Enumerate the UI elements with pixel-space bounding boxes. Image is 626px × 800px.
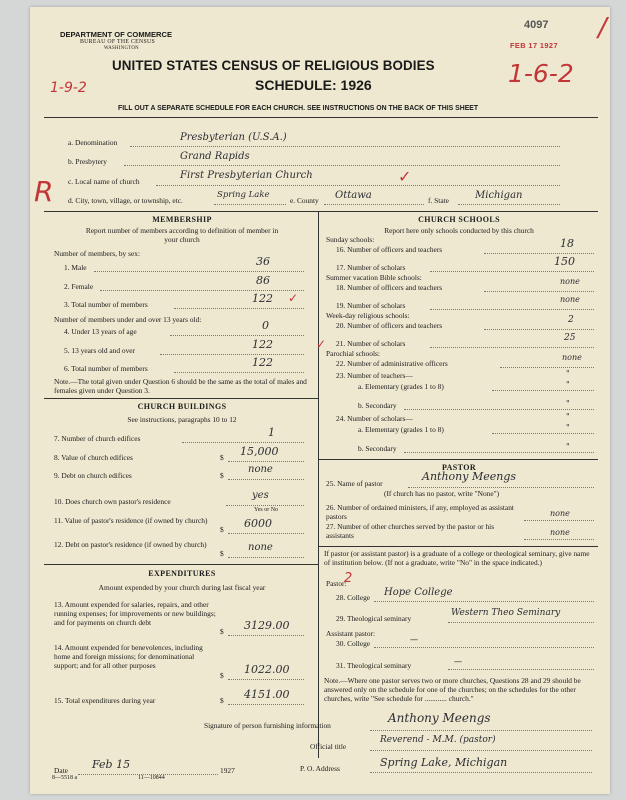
q21-value: 25 <box>564 333 576 343</box>
print-code: 11—10844 <box>138 775 165 781</box>
q23b-label: b. Secondary <box>358 401 397 410</box>
yes-no-hint: Yes or No <box>254 507 279 513</box>
expenditures-title: EXPENDITURES <box>148 569 216 578</box>
q19-value: none <box>560 295 580 304</box>
state-label: f. State <box>428 196 449 205</box>
q20-value: 2 <box>568 315 574 325</box>
q7-value: 1 <box>268 426 275 439</box>
q23a-value: " <box>566 380 570 389</box>
q22-value: none <box>562 353 582 362</box>
census-form-sheet: DEPARTMENT OF COMMERCE BUREAU OF THE CENSUS WASHINGTON 4097 FEB 17 1927 / UNITED STATES CENSUS OF RELIGIOUS BODIES SCHEDULE: 1926 1-9-2 1-6-2 FILL OUT A SEPARATE SCHEDULE FOR EACH CHURCH. SEE INSTRUCTIONS ON THE BACK OF THIS SHEET a. Denomination Presbyterian (U.S.A.) b. Presbytery Grand Rapids c. Local name of church First Presbyterian Church ✓ d. City, town, village, or township, etc. Spring Lake e. County Ottawa f. State Michigan R MEMBERSHIP Report number of members according to definition of member in your church Number of members, by sex: 1. Male 36 2. Female 86 3. Total number of members 122 ✓ Number of members under and over 13 years old: 4. Under 13 years of age 0 5. 13 years old and over 122 6. Total number of members 122 Note.—The total given under Question 6 should be the same as the total of males and females given under Question 3. CHURCH BUILDINGS See instructions, paragraphs 10 to 12 7. Number of church edifices 1 8. Value of church edifices $ 15,000 9. Debt on church edifices $ none 10. Does church own pastor's residence yes Yes or No 11. Value of pastor's residence (if owned by church) $ 6000 12. Debt on pastor's residence (if owned by church) $ none EXPENDITURES Amount expended by your church during last fiscal year 13. Amount expended for salaries, repairs, and other running expenses; for improvements or new buildings; and for payments on church debt $ 3129.00 14. Amount expended for benevolences, including home and foreign missions; for denominational support; and for all other purposes $ 1022.00 15. Total expenditures during year $ 4151.00 CHURCH SCHOOLS Report here only schools conducted by this church Sunday schools: 16. Number of officers and teachers 18 17. Number of scholars 150 Summer vacation Bible schools: 18. Number of officers and teachers none 19. Number of scholars none Week-day religious schools: 20. Number of officers and teachers 2 21. Number of scholars 25 ✓ Parochial schools: 22. Number of administrative officers none 23. Number of teachers— " a. Elementary (grades 1 to 8) " b. Secondary " 24. Number of scholars— " a. Elementary (grades 1 to 8) " b. Secondary " PASTOR 25. Name of pastor Anthony Meengs (If church has no pastor, write "None") 26. Number of ordained ministers, if any, employed as assistant pastors none 27. Number of other churches served by the pastor or his assistants none If pastor (or assistant pastor) is a graduate of a college or theological seminary, give name of institution below. (If not a graduate, write "No" in the space indicated.) Pastor: 2 28. College Hope College 29. Theological seminary Western Theo Seminary Assistant pastor: 30. College — 31. Theological seminary — Note.—Where one pastor serves two or more churches, Questions 28 and 29 should be answered only on the schedule for one of the churches; on the schedules for the other churches, write "See schedule for ............ church." Signature of person furnishing information Anthony Meengs Official title Reverend - M.M. (pastor) Date Feb 15 1927 P. O. Address Spring Lake, Michigan 8—5518 a 11—10844 <box>30 7 610 794</box>
buildings-intro: See instructions, paragraphs 10 to 12 <box>127 415 237 424</box>
form-code: 8—5518 a <box>52 775 78 781</box>
q9-label: 9. Debt on church edifices <box>54 471 132 480</box>
stamp-number: 4097 <box>524 19 549 31</box>
q24a-value: " <box>566 423 570 432</box>
q24-value: " <box>566 412 570 421</box>
department-name: DEPARTMENT OF COMMERCE <box>60 30 173 39</box>
denomination-value: Presbyterian (U.S.A.) <box>180 132 287 143</box>
q28-label: 28. College <box>336 593 371 602</box>
q8-label: 8. Value of church edifices <box>54 453 133 462</box>
pastor-subheading: Pastor: <box>326 579 347 588</box>
q25-label: 25. Name of pastor <box>326 479 383 488</box>
q3-label: 3. Total number of members <box>64 300 148 309</box>
date-label: Date <box>54 766 68 775</box>
membership-intro: Report number of members according to definition of member in your church <box>85 226 279 244</box>
q17-label: 17. Number of scholars <box>336 263 406 272</box>
q11-label: 11. Value of pastor's residence (if owned by church) <box>54 516 208 525</box>
county-value: Ottawa <box>335 190 372 201</box>
vacation-schools: Summer vacation Bible schools: <box>326 273 422 282</box>
q11-value: 6000 <box>244 517 272 530</box>
q19-label: 19. Number of scholars <box>336 301 406 310</box>
q14-value: 1022.00 <box>244 663 290 676</box>
city-value: Spring Lake <box>217 190 270 200</box>
q24-label: 24. Number of scholars— <box>336 414 413 423</box>
q13-value: 3129.00 <box>244 619 290 632</box>
q21-label: 21. Number of scholars <box>336 339 406 348</box>
received-date-stamp: FEB 17 1927 <box>510 41 558 50</box>
county-label: e. County <box>290 196 319 205</box>
po-address-label: P. O. Address <box>300 764 340 773</box>
q31-label: 31. Theological seminary <box>336 661 412 670</box>
q26-label: 26. Number of ordained ministers, if any, employed as assistant pastors <box>326 503 514 521</box>
po-address-value: Spring Lake, Michigan <box>380 756 508 769</box>
q23a-label: a. Elementary (grades 1 to 8) <box>358 382 444 391</box>
q9-value: none <box>248 464 273 475</box>
members-under-over: Number of members under and over 13 years old: <box>54 315 202 324</box>
q10-label: 10. Does church own pastor's residence <box>54 497 171 506</box>
signature-label: Signature of person furnishing information <box>204 721 331 730</box>
sunday-schools: Sunday schools: <box>326 235 375 244</box>
q4-value: 0 <box>262 319 269 332</box>
q29-value: Western Theo Seminary <box>451 608 561 618</box>
q22-label: 22. Number of administrative officers <box>336 359 448 368</box>
q1-label: 1. Male <box>64 263 87 272</box>
q5-label: 5. 13 years old and over <box>64 346 136 355</box>
red-margin-mark: R <box>34 175 54 208</box>
q20-label: 20. Number of officers and teachers <box>336 321 443 330</box>
red-tick: ✓ <box>398 167 412 186</box>
q27-label: 27. Number of other churches served by the pastor or his assistants <box>326 522 495 540</box>
q12-value: none <box>248 542 273 553</box>
church-name-value: First Presbyterian Church <box>180 170 313 181</box>
q16-label: 16. Number of officers and teachers <box>336 245 443 254</box>
schedule-title: SCHEDULE: 1926 <box>255 77 372 93</box>
expenditures-intro: Amount expended by your church during last fiscal year <box>98 583 266 592</box>
presbytery-value: Grand Rapids <box>180 151 250 162</box>
form-title: UNITED STATES CENSUS OF RELIGIOUS BODIES <box>112 58 435 73</box>
red-check-mark: / <box>598 13 607 43</box>
schools-intro: Report here only schools conducted by this church <box>384 226 534 235</box>
membership-note: Note.—The total given under Question 6 should be the same as the total of males and females given under Question 3. <box>54 377 307 395</box>
q17-value: 150 <box>554 255 575 268</box>
parochial-schools: Parochial schools: <box>326 349 380 358</box>
q25-note: (If church has no pastor, write "None") <box>384 489 500 498</box>
q30-label: 30. College <box>336 639 371 648</box>
pastor-note: Note.—Where one pastor serves two or more churches, Questions 28 and 29 should be answered only on the schedule for one of the churches; on the schedules for the other churches, write "See schedule for ............ church." <box>324 676 581 703</box>
column-divider <box>318 211 319 758</box>
q23-value: " <box>566 369 570 378</box>
membership-title: MEMBERSHIP <box>152 215 212 224</box>
q2-label: 2. Female <box>64 282 94 291</box>
q10-value: yes <box>252 490 269 501</box>
city-label: d. City, town, village, or township, etc. <box>68 196 183 205</box>
schools-title: CHURCH SCHOOLS <box>418 215 500 224</box>
q15-label: 15. Total expenditures during year <box>54 696 156 705</box>
state-value: Michigan <box>475 190 523 201</box>
q24b-label: b. Secondary <box>358 444 397 453</box>
q16-value: 18 <box>560 237 574 250</box>
q7-label: 7. Number of church edifices <box>54 434 141 443</box>
q12-label: 12. Debt on pastor's residence (if owned by church) <box>54 540 207 549</box>
right-red-code: 1-6-2 <box>508 59 574 88</box>
q24b-value: " <box>566 442 570 451</box>
left-red-code: 1-9-2 <box>50 80 87 96</box>
q28-value: Hope College <box>384 587 453 598</box>
church-name-label: c. Local name of church <box>68 177 140 186</box>
q25-value: Anthony Meengs <box>422 470 517 483</box>
q18-label: 18. Number of officers and teachers <box>336 283 443 292</box>
q6-label: 6. Total number of members <box>64 364 148 373</box>
q18-value: none <box>560 277 580 286</box>
q8-value: 15,000 <box>240 445 279 458</box>
q29-label: 29. Theological seminary <box>336 614 412 623</box>
q27-value: none <box>550 528 570 537</box>
presbytery-label: b. Presbytery <box>68 157 107 166</box>
denomination-label: a. Denomination <box>68 138 118 147</box>
weekday-schools: Week-day religious schools: <box>326 311 410 320</box>
official-title-label: Official title <box>310 742 347 751</box>
official-title-value: Reverend - M.M. (pastor) <box>380 735 496 745</box>
q23b-value: " <box>566 399 570 408</box>
buildings-title: CHURCH BUILDINGS <box>137 402 227 411</box>
date-year: 1927 <box>220 766 235 775</box>
assistant-subheading: Assistant pastor: <box>326 629 376 638</box>
bureau-city: WASHINGTON <box>104 46 139 51</box>
q6-value: 122 <box>252 356 273 369</box>
q5-value: 122 <box>252 338 273 351</box>
q23-label: 23. Number of teachers— <box>336 371 413 380</box>
graduate-note: If pastor (or assistant pastor) is a graduate of a college or theological seminary, give name of institution below. (If not a graduate, write "No" in the space indicated.) <box>324 549 590 567</box>
q3-value: 122 <box>252 292 273 305</box>
q14-label: 14. Amount expended for benevolences, including home and foreign missions; for denominational support; and for all other purposes <box>54 643 203 670</box>
q1-value: 36 <box>256 255 270 268</box>
header-rule <box>44 117 598 118</box>
signature-value: Anthony Meengs <box>388 711 491 725</box>
pastor-title: PASTOR <box>441 463 477 472</box>
q2-value: 86 <box>256 274 270 287</box>
q24a-label: a. Elementary (grades 1 to 8) <box>358 425 444 434</box>
form-instruction: FILL OUT A SEPARATE SCHEDULE FOR EACH CHURCH. SEE INSTRUCTIONS ON THE BACK OF THIS SHEET <box>118 105 479 112</box>
q15-value: 4151.00 <box>244 688 290 701</box>
date-value: Feb 15 <box>92 758 131 771</box>
red-pastor-mark: 2 <box>344 571 353 586</box>
members-by-sex: Number of members, by sex: <box>54 249 140 258</box>
q4-label: 4. Under 13 years of age <box>64 327 137 336</box>
bureau-name: BUREAU OF THE CENSUS <box>80 39 155 45</box>
q13-label: 13. Amount expended for salaries, repairs, and other running expenses; for improvements or new buildings; and for payments on church debt <box>54 600 216 627</box>
q26-value: none <box>550 509 570 518</box>
